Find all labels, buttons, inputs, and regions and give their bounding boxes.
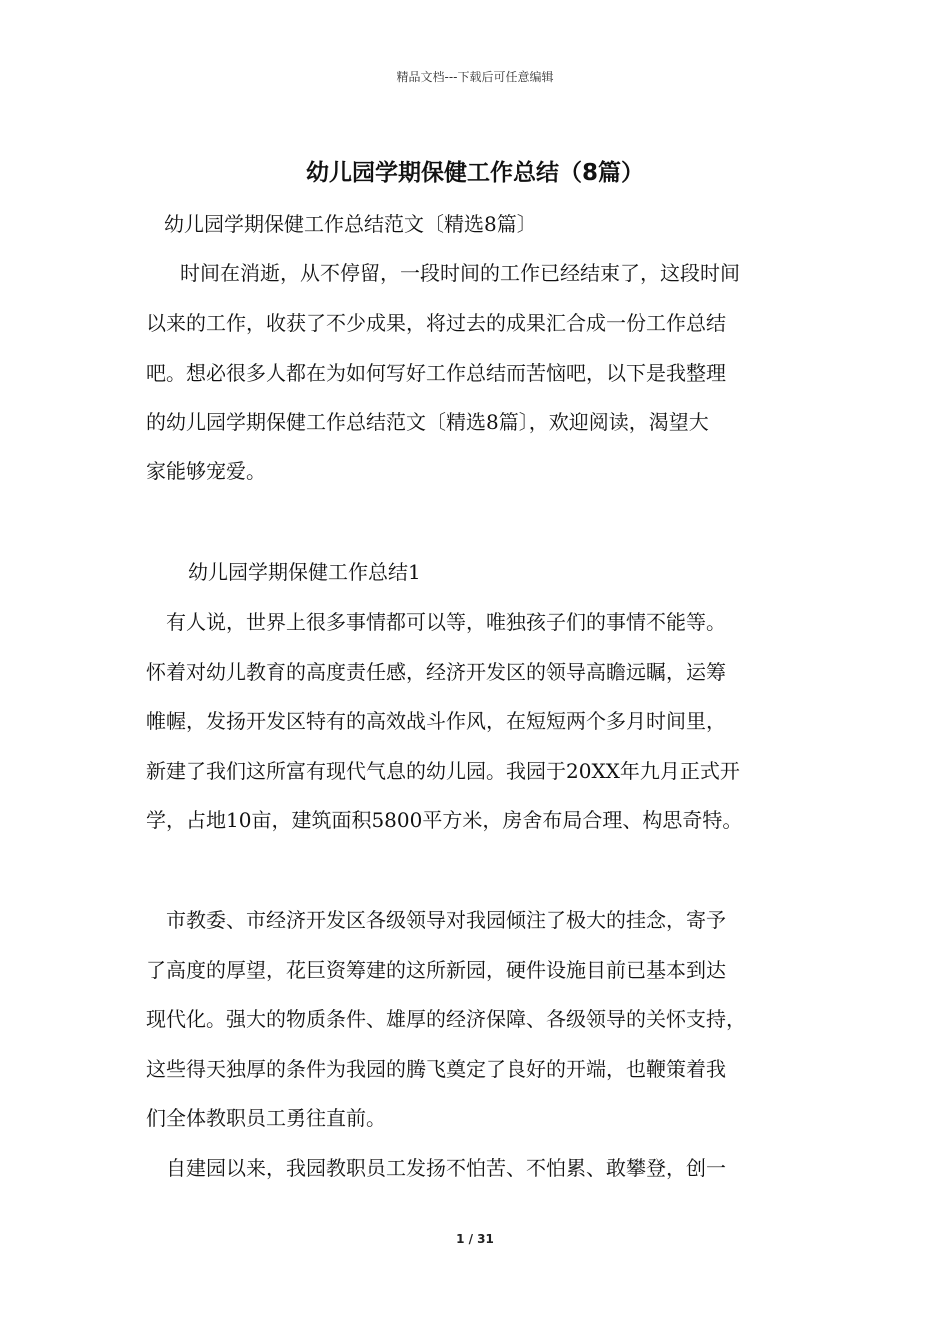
document-title: 幼儿园学期保健工作总结（8篇）: [305, 160, 644, 186]
paragraph-line: 的幼儿园学期保健工作总结范文〔精选8篇〕，欢迎阅读，渴望大: [146, 410, 709, 434]
paragraph-line: 现代化。强大的物质条件、雄厚的经济保障、各级领导的关怀支持，: [146, 1007, 746, 1031]
page-indicator: 1 / 31: [456, 1232, 494, 1246]
page-header: 精品文档---下载后可任意编辑: [396, 70, 554, 84]
paragraph-line: 了高度的厚望，花巨资筹建的这所新园，硬件设施目前已基本到达: [146, 958, 726, 982]
paragraph-line: 市教委、市经济开发区各级领导对我园倾注了极大的挂念，寄予: [166, 908, 726, 932]
paragraph-line: 这些得天独厚的条件为我园的腾飞奠定了良好的开端，也鞭策着我: [146, 1057, 726, 1081]
paragraph-line: 时间在消逝，从不停留，一段时间的工作已经结束了，这段时间: [180, 261, 740, 285]
paragraph-line: 新建了我们这所富有现代气息的幼儿园。我园于20XX年九月正式开: [146, 759, 740, 783]
paragraph-line: 们全体教职员工勇往直前。: [146, 1106, 386, 1130]
paragraph-line: 帷幄，发扬开发区特有的高效战斗作风，在短短两个多月时间里，: [146, 709, 726, 733]
subtitle-line: 幼儿园学期保健工作总结范文〔精选8篇〕: [164, 212, 537, 236]
paragraph-line: 家能够宠爱。: [146, 459, 266, 483]
paragraph-line: 以来的工作，收获了不少成果，将过去的成果汇合成一份工作总结: [146, 311, 726, 335]
paragraph-line: 怀着对幼儿教育的高度责任感，经济开发区的领导高瞻远瞩，运筹: [146, 660, 726, 684]
section-heading: 幼儿园学期保健工作总结1: [188, 560, 421, 584]
paragraph-line: 吧。想必很多人都在为如何写好工作总结而苦恼吧，以下是我整理: [146, 361, 726, 385]
paragraph-line: 学，占地10亩，建筑面积5800平方米，房舍布局合理、构思奇特。: [146, 808, 743, 832]
paragraph-line: 有人说，世界上很多事情都可以等，唯独孩子们的事情不能等。: [166, 610, 726, 634]
paragraph-line: 自建园以来，我园教职员工发扬不怕苦、不怕累、敢攀登，创一: [166, 1156, 726, 1180]
